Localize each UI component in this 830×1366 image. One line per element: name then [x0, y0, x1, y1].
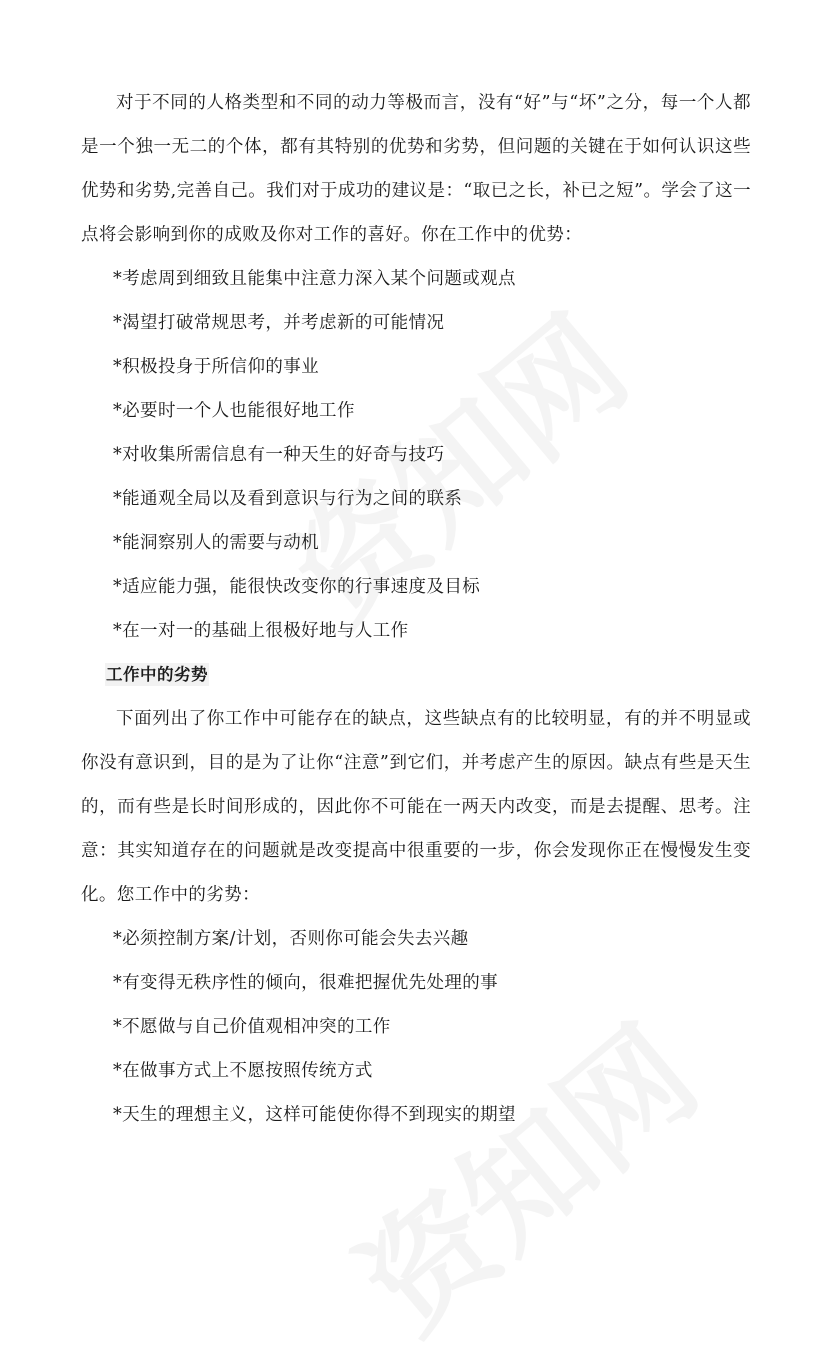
list-item: *有变得无秩序性的倾向，很难把握优先处理的事 [113, 973, 499, 993]
strengths-list [81, 257, 751, 653]
list-item: *必须控制方案/计划，否则你可能会失去兴趣 [113, 929, 469, 949]
list-item: *能通观全局以及看到意识与行为之间的联系 [113, 489, 463, 509]
list-item: *适应能力强，能很快改变你的行事速度及目标 [113, 577, 481, 597]
list-item: *不愿做与自己价值观相冲突的工作 [113, 1017, 391, 1037]
list-item: *对收集所需信息有一种天生的好奇与技巧 [113, 445, 445, 465]
list-item: *天生的理想主义，这样可能使你得不到现实的期望 [113, 1105, 516, 1125]
list-item: *必要时一个人也能很好地工作 [113, 401, 355, 421]
list-item: *在做事方式上不愿按照传统方式 [113, 1061, 373, 1081]
list-item: *积极投身于所信仰的事业 [113, 357, 320, 377]
list-item: *能洞察别人的需要与动机 [113, 533, 320, 553]
document-body [81, 81, 751, 1137]
weaknesses-list [81, 917, 751, 1137]
weakness-paragraph: 下面列出了你工作中可能存在的缺点，这些缺点有的比较明显，有的并不明显或你没有意识到，目的是为了让你“注意”到它们，并考虑产生的原因。缺点有些是天生的，而有些是长时间形成的，因此你不可能在一两天内改变，而是去提醒、思考。注意：其实知道存在的问题就是改变提高中很重要的一步，你会发现你正在慢慢发生变化。您工作中的劣势： [81, 709, 751, 905]
list-item: *渴望打破常规思考，并考虑新的可能情况 [113, 313, 445, 333]
section-heading-label: 工作中的劣势 [106, 665, 208, 684]
list-item: *在一对一的基础上很极好地与人工作 [113, 621, 409, 641]
section-heading [81, 653, 209, 697]
list-item: *考虑周到细致且能集中注意力深入某个问题或观点 [113, 269, 516, 289]
intro-paragraph: 对于不同的人格类型和不同的动力等极而言，没有“好”与“坏”之分，每一个人都是一个独一无二的个体，都有其特别的优势和劣势，但问题的关键在于如何认识这些优势和劣势,完善自己。我们对于成功的建议是：“取已之长，补已之短”。学会了这一点将会影响到你的成败及你对工作的喜好。你在工作中的优势： [81, 93, 751, 245]
